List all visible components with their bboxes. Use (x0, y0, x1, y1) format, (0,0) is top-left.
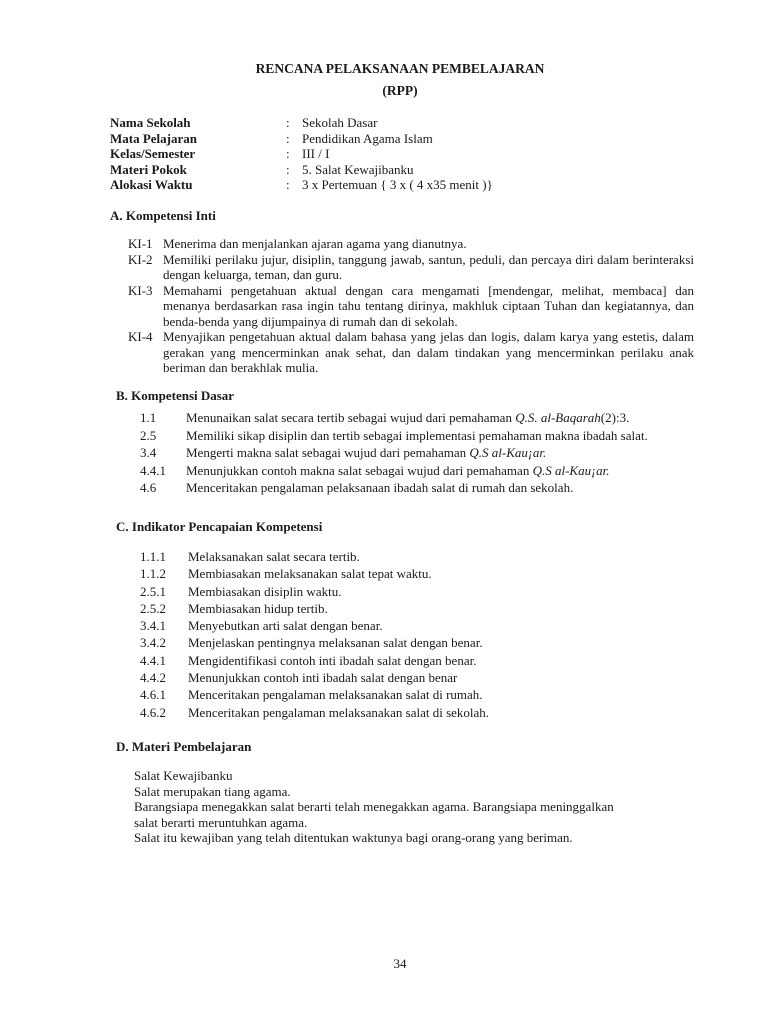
info-row (110, 146, 670, 162)
kd-code: 3.4 (140, 445, 157, 460)
info-label: Materi Pokok (110, 161, 187, 177)
kd-text-after: (2):3. (600, 410, 630, 425)
list-item (140, 705, 660, 722)
ind-text: Menyebutkan arti salat dengan benar. (188, 618, 383, 634)
info-label: Kelas/Semester (110, 146, 196, 161)
ki-code: KI-3 (128, 282, 153, 298)
kompetensi-inti-list (128, 236, 694, 376)
ind-text: Menceritakan pengalaman melaksanakan salat di sekolah. (188, 704, 490, 720)
list-item (140, 549, 660, 566)
ind-code: 1.1.2 (140, 566, 166, 582)
kd-text (186, 410, 629, 426)
kd-code: 2.5 (140, 427, 157, 443)
ind-text: Mengidentifikasi contoh inti ibadah salat dengan benar. (188, 652, 477, 668)
ind-code: 3.4.1 (140, 618, 166, 634)
document-subtitle: (RPP) (382, 83, 418, 98)
list-item (140, 687, 660, 704)
ind-text: Menceritakan pengalaman melaksanakan salat di rumah. (188, 687, 483, 703)
materi-body (134, 768, 624, 846)
list-item (140, 618, 660, 635)
info-colon: : (286, 115, 290, 130)
kd-text-main: Menunjukkan contoh makna salat sebagai wujud dari pemahaman (186, 462, 533, 478)
ki-code: KI-4 (128, 329, 153, 344)
kd-reference: Q.S. al-Baqarah (515, 410, 601, 425)
kd-text-main: Mengerti makna salat sebagai wujud dari pemahaman (186, 445, 470, 460)
identity-block (110, 115, 670, 193)
list-item (140, 670, 660, 687)
list-item (128, 329, 694, 376)
info-row (110, 177, 670, 193)
ind-code: 2.5.2 (140, 600, 166, 616)
kd-text (186, 480, 573, 496)
info-colon: : (286, 146, 290, 161)
materi-paragraph: Salat Kewajibanku (134, 768, 233, 783)
info-row (110, 162, 670, 178)
kd-text (186, 463, 610, 479)
kd-text (186, 428, 648, 444)
list-item (140, 635, 660, 652)
list-item (128, 283, 694, 330)
list-item (128, 236, 694, 252)
list-item (140, 480, 760, 498)
ki-text: Menyajikan pengetahuan aktual dalam bahasa yang jelas dan logis, dalam karya yang estetis, dalam gerakan yang mencerminkan anak sehat, dan dalam tindakan yang mencerminkan perilaku anak beriman dan berakhlak mulia. (163, 329, 694, 375)
info-row (110, 131, 670, 147)
ind-code: 3.4.2 (140, 635, 166, 651)
info-value: Pendidikan Agama Islam (302, 130, 433, 146)
kd-reference: Q.S al-Kau¡ar. (532, 462, 610, 478)
ind-code: 1.1.1 (140, 549, 166, 564)
list-item (128, 252, 694, 283)
ind-text: Menjelaskan pentingnya melaksanan salat dengan benar. (188, 635, 483, 651)
info-colon: : (286, 177, 290, 192)
ind-code: 4.6.2 (140, 704, 166, 720)
ind-text: Melaksanakan salat secara tertib. (188, 549, 360, 564)
kd-code: 4.4.1 (140, 462, 166, 478)
list-item (140, 653, 660, 670)
ki-text: Menerima dan menjalankan ajaran agama yang dianutnya. (163, 236, 467, 251)
ki-text: Memiliki perilaku jujur, disiplin, tanggung jawab, santun, peduli, dan percaya diri dalam berinteraksi dengan keluarga, teman, dan guru. (163, 251, 694, 282)
list-item (140, 584, 660, 601)
ind-code: 4.4.1 (140, 652, 166, 668)
page-number: 34 (393, 956, 407, 971)
ind-text: Membiasakan melaksanakan salat tepat waktu. (188, 566, 432, 582)
info-colon: : (286, 161, 290, 177)
ind-text: Membiasakan disiplin waktu. (188, 583, 342, 599)
indikator-list (140, 549, 660, 722)
info-value: III / I (302, 146, 330, 161)
section-d-heading: D. Materi Pembelajaran (116, 739, 252, 754)
document-title: RENCANA PELAKSANAAN PEMBELAJARAN (255, 61, 545, 76)
kompetensi-dasar-list (140, 410, 760, 498)
kd-code: 1.1 (140, 410, 157, 425)
section-a-heading: A. Kompetensi Inti (110, 208, 216, 223)
ind-code: 4.6.1 (140, 687, 166, 703)
ki-code: KI-2 (128, 251, 153, 267)
info-label: Mata Pelajaran (110, 130, 198, 146)
list-item (140, 566, 660, 583)
list-item (140, 428, 760, 446)
list-item (140, 410, 760, 428)
section-b-heading: B. Kompetensi Dasar (116, 388, 235, 403)
materi-paragraph: Barangsiapa menegakkan salat berarti telah menegakkan agama. Barangsiapa meninggalkan salat berarti meruntuhkan agama. (134, 799, 614, 830)
section-c-heading: C. Indikator Pencapaian Kompetensi (116, 519, 323, 534)
ki-code: KI-1 (128, 236, 153, 251)
info-label: Nama Sekolah (110, 115, 191, 130)
info-value: Sekolah Dasar (302, 115, 378, 130)
info-colon: : (286, 130, 290, 146)
ind-text: Menunjukkan contoh inti ibadah salat dengan benar (188, 670, 458, 686)
list-item (140, 601, 660, 618)
list-item (140, 463, 760, 481)
kd-text-main: Memiliki sikap disiplin dan tertib sebagai implementasi pemahaman makna ibadah salat. (186, 427, 648, 443)
info-value: 5. Salat Kewajibanku (302, 161, 414, 177)
kd-text-main: Menunaikan salat secara tertib sebagai wujud dari pemahaman (186, 410, 516, 425)
ind-code: 2.5.1 (140, 583, 166, 599)
ki-text: Memahami pengetahuan aktual dengan cara mengamati [mendengar, melihat, membaca] dan menanya berdasarkan rasa ingin tahu tentang dirinya, makhluk ciptaan Tuhan dan kegiatannya, dan benda-benda yang dijumpainya di rumah dan di sekolah. (163, 282, 694, 329)
ind-code: 4.4.2 (140, 670, 166, 686)
info-value: 3 x Pertemuan { 3 x ( 4 x35 menit )} (302, 177, 493, 192)
kd-code: 4.6 (140, 480, 157, 495)
materi-paragraph: Salat itu kewajiban yang telah ditentukan waktunya bagi orang-orang yang beriman. (134, 830, 573, 845)
materi-paragraph: Salat merupakan tiang agama. (134, 783, 291, 799)
info-label: Alokasi Waktu (110, 177, 193, 192)
kd-text (186, 445, 546, 461)
list-item (140, 445, 760, 463)
kd-reference: Q.S al-Kau¡ar. (469, 445, 547, 460)
kd-text-main: Menceritakan pengalaman pelaksanaan ibadah salat di rumah dan sekolah. (186, 480, 574, 495)
ind-text: Membiasakan hidup tertib. (188, 600, 328, 616)
info-row (110, 115, 670, 131)
